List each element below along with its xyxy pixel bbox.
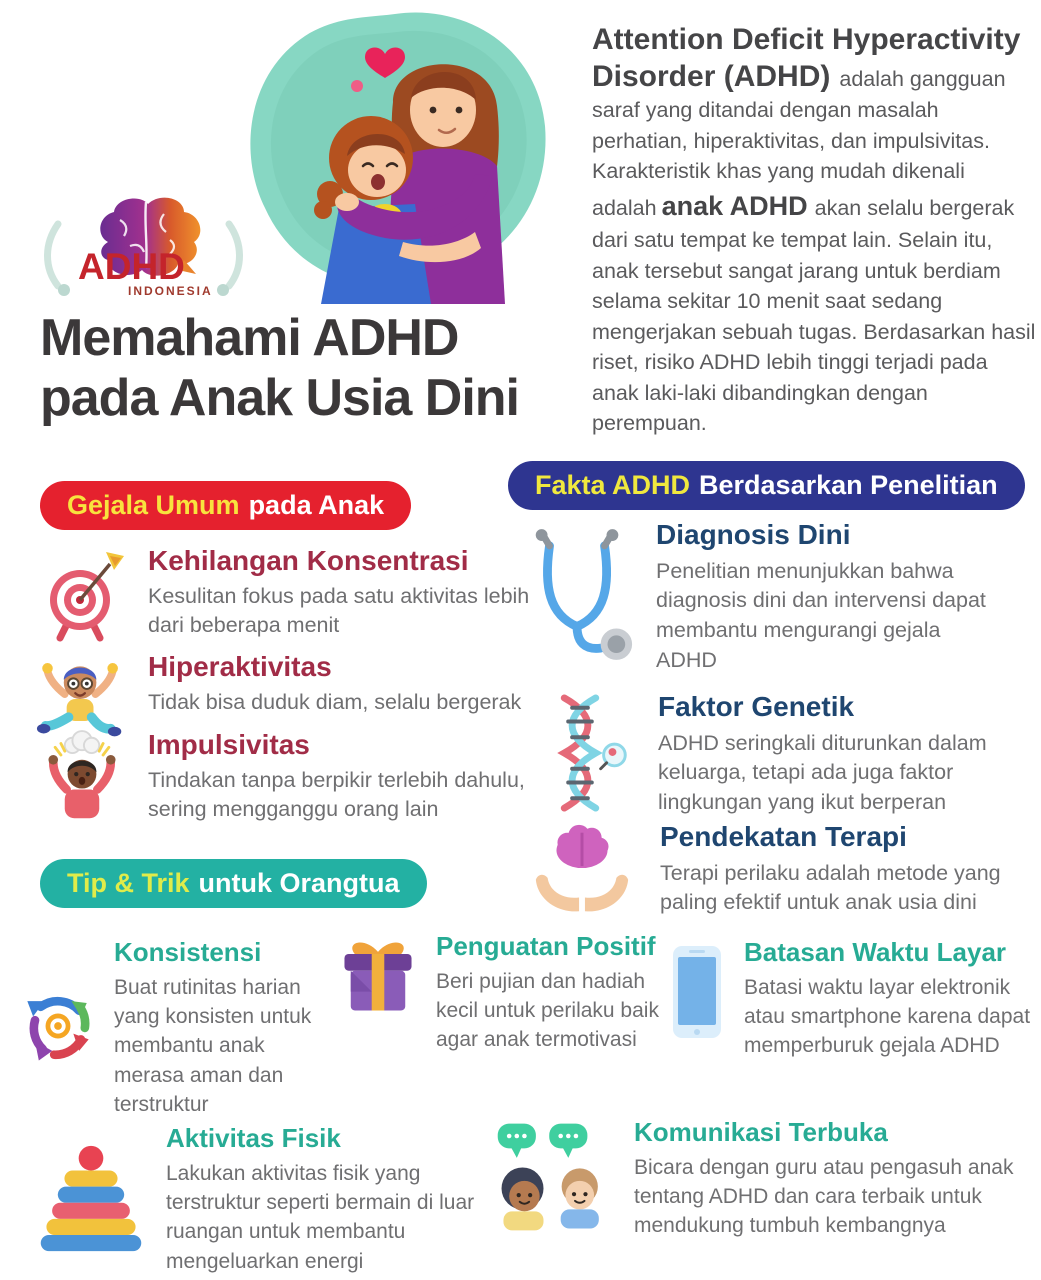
fact-title: Faktor Genetik <box>658 691 855 722</box>
tip-title: Aktivitas Fisik <box>166 1123 341 1153</box>
symptom-title: Hiperaktivitas <box>148 651 332 682</box>
fact-title: Pendekatan Terapi <box>660 821 907 852</box>
section-header-fakta-adhd <box>508 461 1025 510</box>
tip-desc: Bicara dengan guru atau pengasuh anak tentang ADHD dan cara terbaik untuk mendukung tumbuh kembangnya <box>634 1155 1014 1238</box>
symptom-text-block <box>148 730 556 824</box>
tip-title: Batasan Waktu Layar <box>744 937 1007 967</box>
intro-bold-inline: anak ADHD <box>661 190 808 221</box>
tip-item-komunikasi-terbuka <box>492 1118 1041 1241</box>
tip-text-block <box>634 1118 1041 1241</box>
fact-item-faktor-genetik <box>530 692 1041 819</box>
symptom-text-block <box>148 652 521 717</box>
gift-box-icon <box>334 932 422 1027</box>
section-header-gejala-umum <box>40 481 411 530</box>
tip-desc: Lakukan aktivitas fisik yang terstruktur seperti bermain di luar ruangan untuk membantu mengeluarkan energi <box>166 1161 475 1273</box>
tip-text-block <box>166 1124 476 1276</box>
tip-item-aktivitas-fisik <box>36 1124 476 1276</box>
symptom-desc: Tindakan tanpa berpikir terlebih dahulu, sering mengganggu orang lain <box>148 767 525 822</box>
logo-subtitle: INDONESIA <box>128 284 213 298</box>
fact-desc: ADHD seringkali diturunkan dalam keluarga, tetapi ada juga faktor lingkungan yang ikut berperan <box>658 730 987 815</box>
intro-text-2: akan selalu bergerak dari satu tempat ke tempat lain. Selain itu, anak tersebut sangat jarang untuk berdiam selama sekitar 10 menit saat sedang mengerjakan sebuah tugas. Berdasarkan hasil riset, risiko ADHD lebih tinggi terjadi pada anak laki-laki dibandingkan dengan perempuan. <box>592 195 1036 436</box>
fact-desc: Terapi perilaku adalah metode yang paling efektif untuk anak usia dini <box>660 860 1001 915</box>
intro-text-1: adalah gangguan saraf yang ditandai dengan masalah perhatian, hiperaktivitas, dan impulsivitas. Karakteristik khas yang mudah dikenali adalah <box>592 66 1006 220</box>
fact-desc: Penelitian menunjukkan bahwa diagnosis dini dan intervensi dapat membantu mengurangi gejala ADHD <box>656 558 986 672</box>
symptom-item-impulsivitas <box>36 730 556 831</box>
fact-item-diagnosis-dini <box>520 520 1040 675</box>
hands-holding-brain-icon <box>528 822 636 923</box>
fact-text-block <box>656 520 986 675</box>
symptom-title: Kehilangan Konsentrasi <box>148 545 469 576</box>
tip-title: Konsistensi <box>114 937 262 967</box>
intro-heading: Attention Deficit Hyperactivity Disorder (ADHD) <box>592 23 1021 93</box>
intro-section <box>592 22 1036 439</box>
target-dart-icon <box>36 546 128 647</box>
section-header-rest: pada Anak <box>248 490 385 520</box>
symptom-desc: Tidak bisa duduk diam, selalu bergerak <box>148 689 522 714</box>
symptom-item-kehilangan-konsentrasi <box>36 546 536 647</box>
symptom-text-block <box>148 546 536 640</box>
page-title <box>40 308 519 429</box>
symptom-title: Impulsivitas <box>148 729 310 760</box>
fact-title: Diagnosis Dini <box>656 519 851 550</box>
tip-desc: Batasi waktu layar elektronik atau smartphone karena dapat memperburuk gejala ADHD <box>744 975 1031 1058</box>
tip-item-penguatan-positif <box>334 932 670 1055</box>
fact-text-block <box>660 822 1041 918</box>
intro-paragraph <box>592 22 1036 439</box>
tip-desc: Buat rutinitas harian yang konsisten untuk membantu anak merasa aman dan terstruktur <box>114 975 312 1117</box>
tip-text-block <box>744 938 1034 1061</box>
tip-title: Komunikasi Terbuka <box>634 1117 888 1147</box>
talking-children-icon <box>492 1118 616 1241</box>
dna-icon <box>530 692 630 819</box>
page-title-line2: pada Anak Usia Dini <box>40 369 519 428</box>
tip-item-konsistensi <box>12 938 334 1120</box>
mother-child-illustration <box>235 6 565 306</box>
stethoscope-icon <box>520 528 638 671</box>
fact-text-block <box>658 692 1038 818</box>
adhd-indonesia-logo <box>36 190 251 310</box>
impulsive-child-icon <box>36 730 128 831</box>
tip-text-block <box>436 932 670 1055</box>
stacking-rings-toy-icon <box>36 1142 146 1259</box>
page-title-line1: Memahami ADHD <box>40 309 459 367</box>
logo-wordmark: ADHD <box>78 246 185 287</box>
tip-desc: Beri pujian dan hadiah kecil untuk perilaku baik agar anak termotivasi <box>436 969 659 1052</box>
section-header-highlight: Gejala Umum <box>67 490 240 520</box>
tip-text-block <box>114 938 334 1120</box>
smartphone-icon <box>668 944 726 1045</box>
section-header-rest: Berdasarkan Penelitian <box>699 470 998 500</box>
cycle-arrows-icon <box>12 978 104 1079</box>
mother-hug-child-icon <box>235 6 565 306</box>
section-header-rest: untuk Orangtua <box>198 868 400 898</box>
tip-title: Penguatan Positif <box>436 931 656 961</box>
tip-item-batasan-waktu-layar <box>668 938 1041 1061</box>
section-header-tip-trik <box>40 859 427 908</box>
fact-item-pendekatan-terapi <box>528 822 1041 923</box>
symptom-desc: Kesulitan fokus pada satu aktivitas lebih dari beberapa menit <box>148 583 530 638</box>
section-header-highlight: Fakta ADHD <box>535 470 691 500</box>
section-header-highlight: Tip & Trik <box>67 868 190 898</box>
